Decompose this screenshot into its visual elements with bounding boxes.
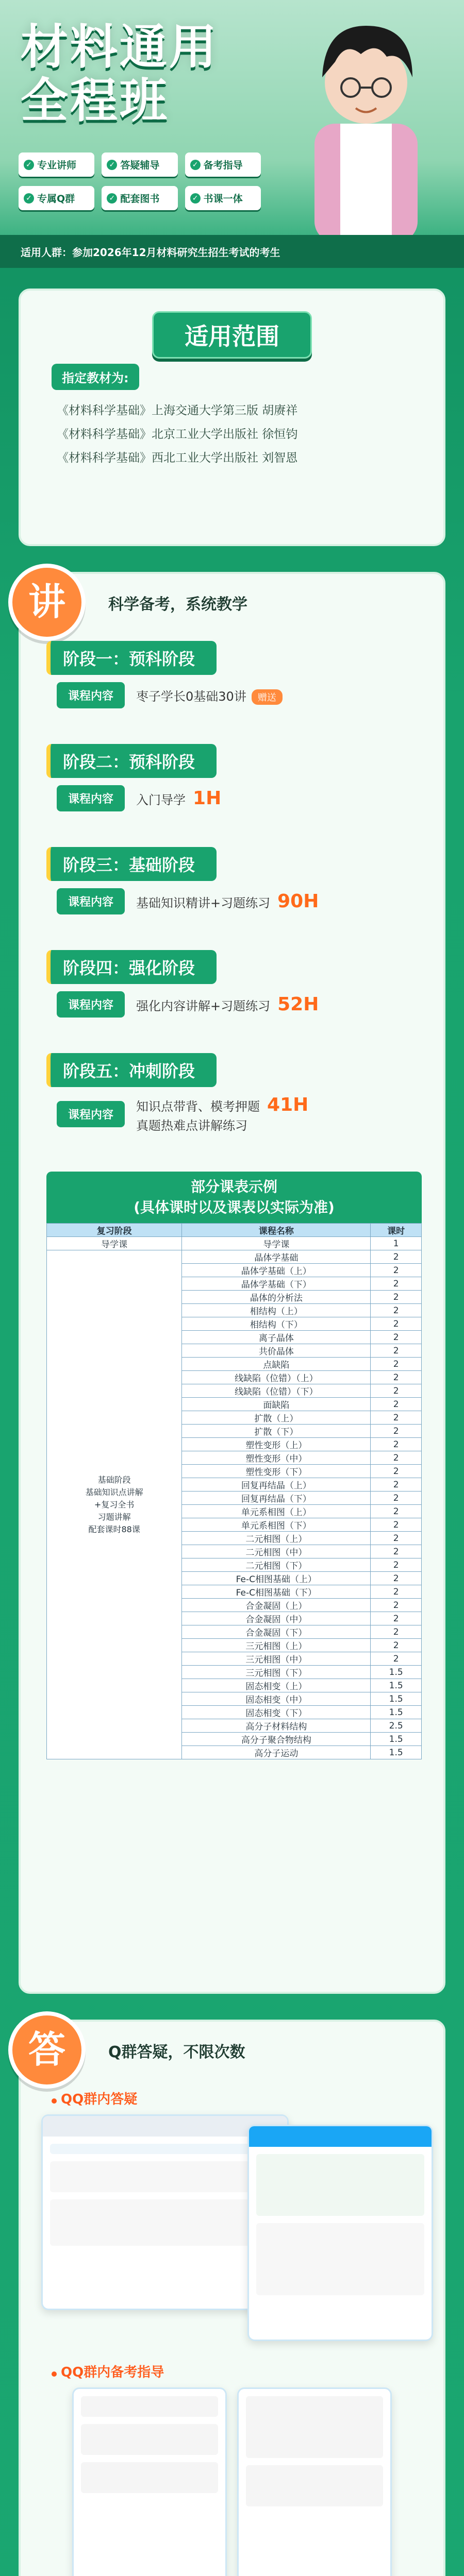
- hero-banner: [0, 0, 464, 268]
- table-cell-hours: 2: [371, 1572, 422, 1585]
- table-cell-course: 相结构（上）: [182, 1304, 371, 1317]
- table-cell-course: 三元相图（上）: [182, 1639, 371, 1652]
- lecture-circle-icon: 讲: [8, 564, 86, 641]
- table-cell-hours: 2: [371, 1652, 422, 1666]
- table-cell-course: 二元相图（中）: [182, 1545, 371, 1558]
- qq-guidance-label: [52, 2362, 164, 2381]
- feature-tag: [185, 186, 261, 210]
- table-cell-hours: 2: [371, 1264, 422, 1277]
- schedule-table: [46, 1223, 422, 1759]
- table-cell-hours: 2: [371, 1625, 422, 1639]
- table-cell-course: 晶体的分析法: [182, 1291, 371, 1304]
- table-cell-hours: 2: [371, 1344, 422, 1358]
- table-cell-course: 离子晶体: [182, 1331, 371, 1344]
- qq-answer-label: [52, 2089, 137, 2108]
- table-cell-hours: 2: [371, 1505, 422, 1518]
- stage-chip: 课程内容: [57, 991, 125, 1018]
- table-cell-course: 共价晶体: [182, 1344, 371, 1358]
- stage-hours: 1H: [193, 788, 222, 809]
- table-cell-course: 三元相图（下）: [182, 1666, 371, 1679]
- stage-title: 阶段四：强化阶段: [46, 950, 217, 984]
- table-cell-course: 回复再结晶（上）: [182, 1478, 371, 1492]
- table-cell-course: Fe-C相图基础（上）: [182, 1572, 371, 1585]
- table-cell-hours: 2.5: [371, 1719, 422, 1733]
- table-cell-course: 晶体学基础（上）: [182, 1264, 371, 1277]
- stage-content-row: [57, 785, 221, 811]
- feature-tag-label: 书课一体: [203, 193, 243, 205]
- table-cell-course: 塑性变形（中）: [182, 1451, 371, 1465]
- table-cell-course: 合金凝固（上）: [182, 1599, 371, 1612]
- check-icon: ✓: [24, 160, 34, 170]
- stage-hours: 52H: [277, 994, 319, 1015]
- table-cell-hours: 2: [371, 1411, 422, 1425]
- feature-tag-label: 专属Q群: [37, 193, 75, 205]
- table-cell-hours: 2: [371, 1492, 422, 1505]
- table-cell-hours: 2: [371, 1465, 422, 1478]
- table-cell-course: 塑性变形（下）: [182, 1465, 371, 1478]
- qa-title: Q群答疑，不限次数: [108, 2043, 245, 2061]
- check-icon: ✓: [190, 193, 201, 204]
- scope-card: [19, 289, 445, 546]
- table-cell-course: 扩散（下）: [182, 1425, 371, 1438]
- lecture-header: [21, 574, 443, 636]
- table-cell-course: 二元相图（下）: [182, 1558, 371, 1572]
- textbook-item: 《材料科学基础》北京工业大学出版社 徐恒钧: [57, 428, 298, 441]
- table-cell-course: 点缺陷: [182, 1358, 371, 1371]
- qq-guidance-screenshot-2: [237, 2387, 392, 2576]
- stage-title: 阶段一：预科阶段: [46, 641, 217, 675]
- table-cell-hours: 2: [371, 1277, 422, 1291]
- stage-content-row: [57, 991, 319, 1018]
- table-cell-hours: 2: [371, 1478, 422, 1492]
- hero-audience-subtitle: 适用人群：参加2026年12月材料研究生招生考试的考生: [0, 235, 464, 268]
- hero-title-line1: 材料通用: [21, 20, 219, 75]
- stage-content-row: [57, 888, 319, 914]
- qq-guidance-screenshot: [72, 2387, 227, 2576]
- feature-tag: [102, 152, 177, 177]
- feature-tag: [185, 152, 261, 177]
- feature-tag-label: 答疑辅导: [120, 160, 160, 171]
- table-cell-hours: 2: [371, 1639, 422, 1652]
- table-col-header: 课程名称: [182, 1224, 371, 1237]
- table-cell-hours: 1.5: [371, 1666, 422, 1679]
- table-cell-hours: 1: [371, 1237, 422, 1250]
- table-cell-hours: 2: [371, 1532, 422, 1545]
- table-cell-course: 高分子运动: [182, 1746, 371, 1759]
- check-icon: ✓: [107, 193, 117, 204]
- table-cell-stage: 导学课: [47, 1237, 182, 1250]
- feature-tag-label: 配套图书: [120, 193, 160, 205]
- table-cell-hours: 1.5: [371, 1746, 422, 1759]
- qa-header: [21, 2022, 443, 2083]
- table-cell-hours: 2: [371, 1438, 422, 1451]
- stage-text: 强化内容讲解+习题练习: [136, 999, 271, 1013]
- table-col-header: 课时: [371, 1224, 422, 1237]
- table-cell-hours: 2: [371, 1304, 422, 1317]
- table-col-header: 复习阶段: [47, 1224, 182, 1237]
- table-cell-hours: 2: [371, 1317, 422, 1331]
- table-cell-stage-basic: 基础阶段 基础知识点讲解 +复习全书 习题讲解 配套课时88课: [47, 1250, 182, 1759]
- table-cell-course: 线缺陷（位错）（上）: [182, 1371, 371, 1384]
- stage-chip: 课程内容: [57, 1101, 125, 1127]
- table-subtitle: (具体课时以及课表以实际为准): [134, 1199, 335, 1216]
- feature-tag-label: 备考指导: [203, 160, 243, 171]
- bullet-icon: [52, 2098, 57, 2104]
- bullet-icon: [52, 2371, 57, 2377]
- table-cell-course: 面缺陷: [182, 1398, 371, 1411]
- stage-title: 阶段三：基础阶段: [46, 847, 217, 881]
- table-cell-hours: 1.5: [371, 1692, 422, 1706]
- stage-content-row: [57, 682, 283, 708]
- textbook-list: [57, 399, 297, 470]
- table-cell-course: 二元相图（上）: [182, 1532, 371, 1545]
- table-cell-course: 三元相图（中）: [182, 1652, 371, 1666]
- qq-answer-label-text: QQ群内答疑: [61, 2092, 138, 2107]
- check-icon: ✓: [190, 160, 201, 170]
- stage-text: 入门导学: [136, 793, 186, 807]
- table-cell-hours: 2: [371, 1384, 422, 1398]
- feature-tag: [19, 186, 94, 210]
- hero-feature-tags: [19, 152, 261, 210]
- table-cell-course: 固态相变（下）: [182, 1706, 371, 1719]
- stage-chip: 课程内容: [57, 888, 125, 914]
- stage-title: 阶段五：冲刺阶段: [46, 1053, 217, 1087]
- table-cell-hours: 2: [371, 1358, 422, 1371]
- table-cell-course: 导学课: [182, 1237, 371, 1250]
- stage-text-2: 真题热难点讲解练习: [136, 1118, 248, 1133]
- table-cell-hours: 2: [371, 1599, 422, 1612]
- table-cell-hours: 1.5: [371, 1679, 422, 1692]
- table-cell-hours: 2: [371, 1612, 422, 1625]
- table-cell-course: 单元系相图（上）: [182, 1505, 371, 1518]
- qa-circle-icon: 答: [8, 2011, 86, 2089]
- table-row: [47, 1237, 422, 1250]
- stage-hours: 41H: [267, 1094, 309, 1115]
- table-cell-course: 高分子聚合物结构: [182, 1733, 371, 1746]
- check-icon: ✓: [107, 160, 117, 170]
- stage-hours: 90H: [277, 891, 319, 912]
- table-cell-course: 合金凝固（中）: [182, 1612, 371, 1625]
- lecture-title: 科学备考，系统教学: [108, 596, 247, 614]
- table-cell-course: Fe-C相图基础（下）: [182, 1585, 371, 1599]
- table-cell-course: 晶体学基础（下）: [182, 1277, 371, 1291]
- feature-tag: [102, 186, 177, 210]
- table-body: [47, 1237, 422, 1759]
- table-cell-course: 固态相变（中）: [182, 1692, 371, 1706]
- table-cell-hours: 2: [371, 1545, 422, 1558]
- check-icon: ✓: [24, 193, 34, 204]
- table-cell-hours: 2: [371, 1585, 422, 1599]
- table-cell-hours: 1.5: [371, 1733, 422, 1746]
- table-cell-course: 单元系相图（下）: [182, 1518, 371, 1532]
- stage-content-row: [57, 1094, 308, 1133]
- qa-card: [19, 2020, 445, 2576]
- table-cell-hours: 2: [371, 1451, 422, 1465]
- table-cell-hours: 2: [371, 1250, 422, 1264]
- table-cell-hours: 2: [371, 1558, 422, 1572]
- table-cell-course: 相结构（下）: [182, 1317, 371, 1331]
- hero-title-line2: 全程班: [21, 73, 170, 128]
- table-cell-course: 晶体学基础: [182, 1250, 371, 1264]
- table-cell-hours: 2: [371, 1371, 422, 1384]
- qq-guidance-label-text: QQ群内备考指导: [61, 2365, 164, 2380]
- scope-title: 适用范围: [152, 311, 312, 359]
- stage-text: 枣子学长0基础30讲: [136, 689, 246, 704]
- lecture-card: [19, 572, 445, 1994]
- table-title: 部分课表示例: [190, 1178, 277, 1195]
- table-cell-course: 高分子材料结构: [182, 1719, 371, 1733]
- stage-text: 知识点带背、模考押题: [136, 1099, 260, 1114]
- stage-title: 阶段二：预科阶段: [46, 744, 217, 778]
- stage-chip: 课程内容: [57, 682, 125, 708]
- table-cell-hours: 1.5: [371, 1706, 422, 1719]
- table-row: [47, 1250, 422, 1264]
- student-character-illustration: [284, 5, 449, 242]
- textbook-item: 《材料科学基础》上海交通大学第三版 胡赓祥: [57, 404, 298, 417]
- table-cell-hours: 2: [371, 1331, 422, 1344]
- table-cell-course: 合金凝固（下）: [182, 1625, 371, 1639]
- gift-badge: 赠送: [252, 689, 283, 705]
- table-cell-course: 线缺陷（位错）（下）: [182, 1384, 371, 1398]
- table-header-row: [47, 1224, 422, 1237]
- table-cell-course: 扩散（上）: [182, 1411, 371, 1425]
- table-cell-course: 塑性变形（上）: [182, 1438, 371, 1451]
- table-cell-hours: 2: [371, 1291, 422, 1304]
- stage-text: 基础知识精讲+习题练习: [136, 896, 271, 910]
- stage-chip: 课程内容: [57, 785, 125, 811]
- table-cell-hours: 2: [371, 1518, 422, 1532]
- table-cell-course: 固态相变（上）: [182, 1679, 371, 1692]
- feature-tag-label: 专业讲师: [37, 160, 77, 171]
- feature-tag: [19, 152, 94, 177]
- table-cell-hours: 2: [371, 1425, 422, 1438]
- qq-answer-screenshot: [247, 2125, 433, 2341]
- hero-title: [21, 21, 219, 128]
- table-cell-course: 回复再结晶（下）: [182, 1492, 371, 1505]
- table-cell-hours: 2: [371, 1398, 422, 1411]
- textbook-label: 指定教材为:: [52, 364, 139, 390]
- textbook-item: 《材料科学基础》西北工业大学出版社 刘智恩: [57, 451, 298, 465]
